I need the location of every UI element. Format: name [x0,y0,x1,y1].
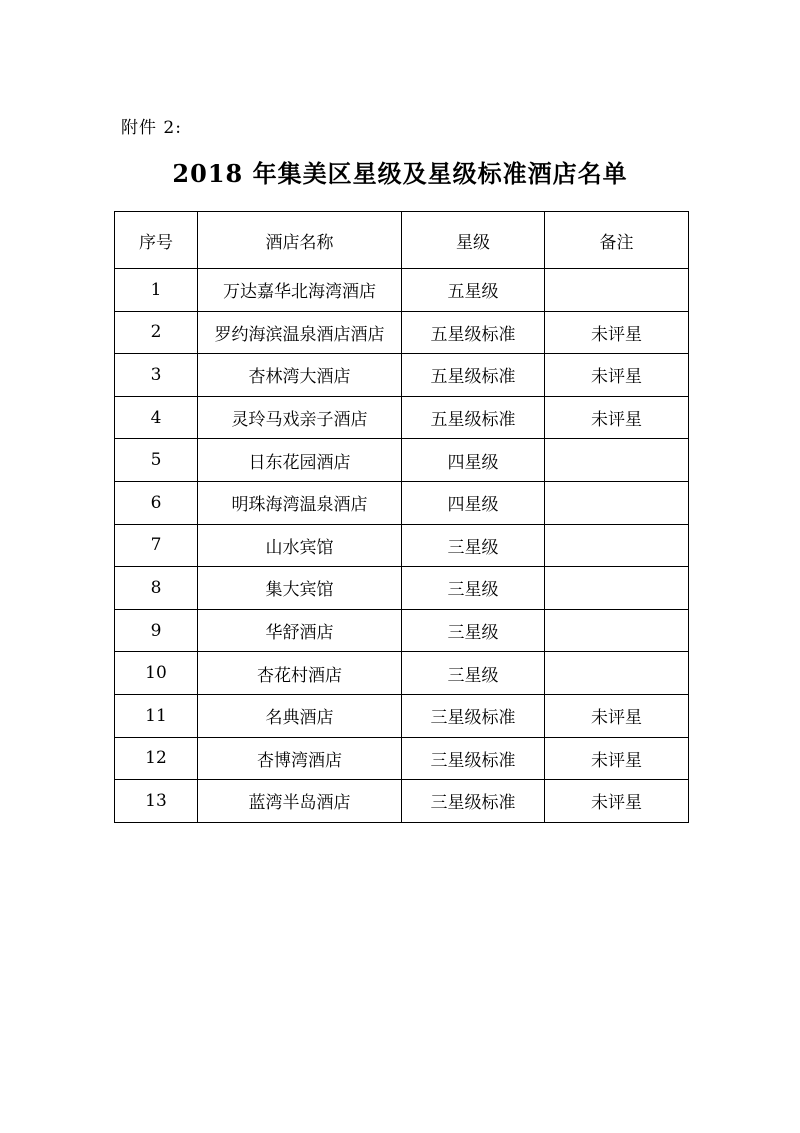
cell-no: 4 [115,396,198,439]
cell-note [545,481,689,524]
cell-note: 未评星 [545,694,689,737]
header-note: 备注 [545,212,689,269]
cell-star-rating: 三星级标准 [402,694,545,737]
cell-no: 6 [115,481,198,524]
cell-star-rating: 三星级标准 [402,780,545,823]
cell-star-rating: 五星级标准 [402,311,545,354]
cell-no: 5 [115,439,198,482]
cell-star-rating: 五星级标准 [402,396,545,439]
cell-hotel-name: 集大宾馆 [198,567,402,610]
cell-note: 未评星 [545,311,689,354]
table-row [115,737,689,780]
table-row [115,269,689,312]
cell-note [545,567,689,610]
cell-note [545,652,689,695]
hotel-table [114,211,689,823]
cell-hotel-name: 杏博湾酒店 [198,737,402,780]
table-row [115,354,689,397]
cell-hotel-name: 万达嘉华北海湾酒店 [198,269,402,312]
header-row [115,212,689,269]
document-title: 2018 年集美区星级及星级标准酒店名单 [172,159,628,188]
cell-star-rating: 三星级 [402,652,545,695]
cell-no: 13 [115,780,198,823]
cell-note: 未评星 [545,354,689,397]
cell-no: 10 [115,652,198,695]
header-name: 酒店名称 [198,212,402,269]
table-row [115,567,689,610]
cell-star-rating: 五星级 [402,269,545,312]
table-row [115,396,689,439]
table-row [115,524,689,567]
cell-no: 9 [115,609,198,652]
table-row [115,439,689,482]
cell-hotel-name: 名典酒店 [198,694,402,737]
table-row [115,609,689,652]
cell-star-rating: 三星级 [402,609,545,652]
cell-hotel-name: 罗约海滨温泉酒店酒店 [198,311,402,354]
table-row [115,481,689,524]
cell-note: 未评星 [545,780,689,823]
header-star: 星级 [402,212,545,269]
cell-note [545,439,689,482]
cell-star-rating: 三星级 [402,567,545,610]
cell-hotel-name: 山水宾馆 [198,524,402,567]
table-row [115,652,689,695]
cell-hotel-name: 灵玲马戏亲子酒店 [198,396,402,439]
cell-hotel-name: 杏花村酒店 [198,652,402,695]
cell-star-rating: 四星级 [402,481,545,524]
cell-star-rating: 五星级标准 [402,354,545,397]
table-row [115,311,689,354]
table-row [115,780,689,823]
table-body [115,269,689,823]
cell-note: 未评星 [545,396,689,439]
cell-no: 3 [115,354,198,397]
cell-hotel-name: 日东花园酒店 [198,439,402,482]
cell-no: 8 [115,567,198,610]
header-no: 序号 [115,212,198,269]
cell-no: 12 [115,737,198,780]
cell-no: 11 [115,694,198,737]
table-row [115,694,689,737]
cell-no: 1 [115,269,198,312]
cell-hotel-name: 华舒酒店 [198,609,402,652]
table-header [115,212,689,269]
attachment-label: 附件 2: [121,118,182,138]
cell-star-rating: 四星级 [402,439,545,482]
cell-hotel-name: 杏林湾大酒店 [198,354,402,397]
cell-no: 7 [115,524,198,567]
cell-star-rating: 三星级标准 [402,737,545,780]
cell-hotel-name: 蓝湾半岛酒店 [198,780,402,823]
cell-note [545,609,689,652]
cell-note [545,269,689,312]
cell-no: 2 [115,311,198,354]
cell-note: 未评星 [545,737,689,780]
cell-hotel-name: 明珠海湾温泉酒店 [198,481,402,524]
cell-note [545,524,689,567]
cell-star-rating: 三星级 [402,524,545,567]
